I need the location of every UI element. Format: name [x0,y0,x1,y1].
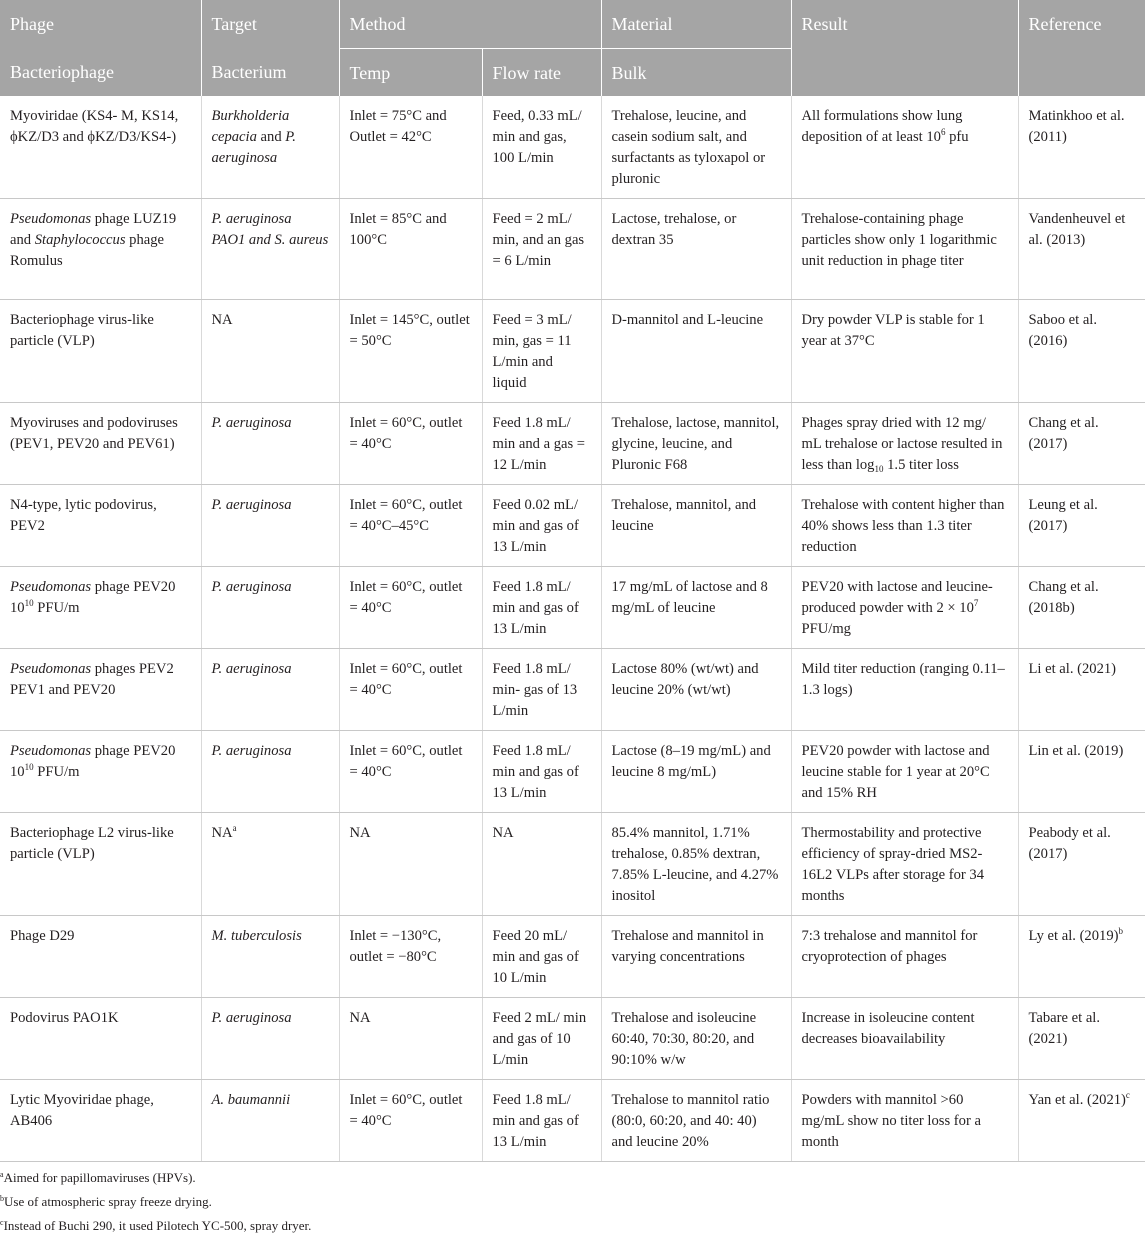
header-bacteriophage: Bacteriophage [0,49,201,97]
footnote: $^b$Use of atmospheric spray freeze drying. [0,1194,212,1209]
cell-flow: Feed 1.8 mL/ min and gas of 13 L/min [482,1080,601,1162]
cell-phage: Myoviruses and podoviruses (PEV1, PEV20 and PEV61) [0,403,201,485]
header-phage: Phage [0,0,201,49]
cell-temp: Inlet = 75°C and Outlet = 42°C [339,96,482,199]
cell-phage: Bacteriophage L2 virus-like particle (VLP) [0,813,201,916]
table-row [0,403,1145,485]
cell-temp: Inlet = 60°C, outlet = 40°C [339,403,482,485]
cell-result: Trehalose-containing phage particles show only 1 logarithmic unit reduction in phage titer [791,199,1018,300]
cell-phage: Pseudomonas phage PEV20 $10^{10}$ PFU/m [0,731,201,813]
cell-reference: Saboo et al. (2016) [1018,300,1145,403]
cell-flow: Feed 1.8 mL/ min and gas of 13 L/min [482,731,601,813]
cell-bulk: Trehalose, mannitol, and leucine [601,485,791,567]
cell-phage: Pseudomonas phages PEV2 PEV1 and PEV20 [0,649,201,731]
table-row [0,300,1145,403]
cell-target: P. aeruginosa [201,731,339,813]
cell-flow: Feed, 0.33 mL/ min and gas, 100 L/min [482,96,601,199]
header-target: Target [201,0,339,49]
table-row [0,813,1145,916]
header-temp: Temp [339,49,482,97]
cell-reference: Lin et al. (2019) [1018,731,1145,813]
cell-phage: Phage D29 [0,916,201,998]
table-row [0,649,1145,731]
table-footnotes [0,1162,1145,1242]
table-row [0,998,1145,1080]
cell-target: NA [201,300,339,403]
cell-bulk: Lactose (8–19 mg/mL) and leucine 8 mg/mL) [601,731,791,813]
cell-result: Increase in isoleucine content decreases bioavailability [791,998,1018,1080]
cell-phage: Myoviridae (KS4- M, KS14, ϕKZ/D3 and ϕKZ/D3/KS4-) [0,96,201,199]
footnote: $^a$Aimed for papillomaviruses (HPVs). [0,1170,196,1185]
cell-result: Trehalose with content higher than 40% shows less than 1.3 titer reduction [791,485,1018,567]
cell-bulk: Trehalose, lactose, mannitol, glycine, leucine, and Pluronic F68 [601,403,791,485]
cell-reference: Li et al. (2021) [1018,649,1145,731]
cell-bulk: Trehalose, leucine, and casein sodium salt, and surfactants as tyloxapol or pluronic [601,96,791,199]
header-flow-rate: Flow rate [482,49,601,97]
cell-bulk: 85.4% mannitol, 1.71% trehalose, 0.85% dextran, 7.85% L-leucine, and 4.27% inositol [601,813,791,916]
cell-target: P. aeruginosa PAO1 and S. aureus [201,199,339,300]
cell-bulk: Lactose 80% (wt/wt) and leucine 20% (wt/wt) [601,649,791,731]
cell-result: PEV20 powder with lactose and leucine stable for 1 year at 20°C and 15% RH [791,731,1018,813]
cell-phage: Podovirus PAO1K [0,998,201,1080]
table-row [0,731,1145,813]
cell-temp: Inlet = 60°C, outlet = 40°C–45°C [339,485,482,567]
cell-bulk: Trehalose and isoleucine 60:40, 70:30, 80:20, and 90:10% w/w [601,998,791,1080]
cell-result: Thermostability and protective efficiency of spray-dried MS2-16L2 VLPs after storage for 34 months [791,813,1018,916]
cell-temp: Inlet = 60°C, outlet = 40°C [339,649,482,731]
cell-temp: NA [339,813,482,916]
cell-flow: Feed 0.02 mL/ min and gas of 13 L/min [482,485,601,567]
cell-bulk: D-mannitol and L-leucine [601,300,791,403]
cell-target: M. tuberculosis [201,916,339,998]
cell-target: P. aeruginosa [201,998,339,1080]
cell-phage: Lytic Myoviridae phage, AB406 [0,1080,201,1162]
cell-bulk: Trehalose and mannitol in varying concentrations [601,916,791,998]
table-header [0,0,1145,96]
cell-temp: Inlet = −130°C, outlet = −80°C [339,916,482,998]
cell-result: All formulations show lung deposition of at least $10^6$ pfu [791,96,1018,199]
cell-flow: Feed = 3 mL/ min, gas = 11 L/min and liquid [482,300,601,403]
cell-temp: Inlet = 85°C and 100°C [339,199,482,300]
cell-flow: Feed 20 mL/ min and gas of 10 L/min [482,916,601,998]
table-row [0,916,1145,998]
cell-temp: NA [339,998,482,1080]
header-reference: Reference [1018,0,1145,96]
cell-temp: Inlet = 145°C, outlet = 50°C [339,300,482,403]
cell-reference: Ly et al. $(2019)^b$ [1018,916,1145,998]
cell-reference: Chang et al. (2018b) [1018,567,1145,649]
cell-flow: Feed 1.8 mL/ min and a gas = 12 L/min [482,403,601,485]
table-row [0,199,1145,300]
cell-flow: Feed 1.8 mL/ min- gas of 13 L/min [482,649,601,731]
table-row [0,96,1145,199]
cell-target: P. aeruginosa [201,567,339,649]
cell-phage: N4-type, lytic podovirus, PEV2 [0,485,201,567]
cell-bulk: Lactose, trehalose, or dextran 35 [601,199,791,300]
header-bacterium: Bacterium [201,49,339,97]
cell-flow: Feed 1.8 mL/ min and gas of 13 L/min [482,567,601,649]
cell-reference: Matinkhoo et al. (2011) [1018,96,1145,199]
cell-phage: Pseudomonas phage PEV20 $10^{10}$ PFU/m [0,567,201,649]
cell-reference: Yan et al. $(2021)^c$ [1018,1080,1145,1162]
header-material: Material [601,0,791,49]
cell-target: P. aeruginosa [201,485,339,567]
header-result: Result [791,0,1018,96]
cell-temp: Inlet = 60°C, outlet = 40°C [339,567,482,649]
cell-result: PEV20 with lactose and leucine-produced powder with $2 \times 10^7$ PFU/mg [791,567,1018,649]
table-row [0,567,1145,649]
cell-reference: Leung et al. (2017) [1018,485,1145,567]
cell-target: $NA^a$ [201,813,339,916]
cell-result: Mild titer reduction (ranging 0.11–1.3 logs) [791,649,1018,731]
cell-result: Dry powder VLP is stable for 1 year at 37°C [791,300,1018,403]
table-row [0,485,1145,567]
header-method: Method [339,0,601,49]
cell-phage: Pseudomonas phage LUZ19 and Staphylococcus phage Romulus [0,199,201,300]
cell-temp: Inlet = 60°C, outlet = 40°C [339,731,482,813]
header-bulk: Bulk [601,49,791,97]
cell-bulk: Trehalose to mannitol ratio (80:0, 60:20, and 40: 40) and leucine 20% [601,1080,791,1162]
cell-target: A. baumannii [201,1080,339,1162]
cell-result: Powders with mannitol >60 mg/mL show no titer loss for a month [791,1080,1018,1162]
cell-reference: Vandenheuvel et al. (2013) [1018,199,1145,300]
cell-target: Burkholderia cepacia and P. aeruginosa [201,96,339,199]
cell-result: Phages spray dried with 12 mg/ mL trehalose or lactose resulted in less than $\log_{10} 1.5$ titer loss [791,403,1018,485]
cell-flow: Feed = 2 mL/ min, and an gas = 6 L/min [482,199,601,300]
cell-temp: Inlet = 60°C, outlet = 40°C [339,1080,482,1162]
cell-reference: Tabare et al. (2021) [1018,998,1145,1080]
cell-phage: Bacteriophage virus-like particle (VLP) [0,300,201,403]
table-row [0,1080,1145,1162]
cell-flow: NA [482,813,601,916]
cell-bulk: 17 mg/mL of lactose and 8 mg/mL of leucine [601,567,791,649]
cell-flow: Feed 2 mL/ min and gas of 10 L/min [482,998,601,1080]
cell-result: 7:3 trehalose and mannitol for cryoprotection of phages [791,916,1018,998]
footnote: $^c$Instead of Buchi 290, it used Pilotech YC-500, spray dryer. [0,1218,312,1233]
cell-target: P. aeruginosa [201,649,339,731]
cell-reference: Chang et al. (2017) [1018,403,1145,485]
cell-target: P. aeruginosa [201,403,339,485]
cell-reference: Peabody et al. (2017) [1018,813,1145,916]
